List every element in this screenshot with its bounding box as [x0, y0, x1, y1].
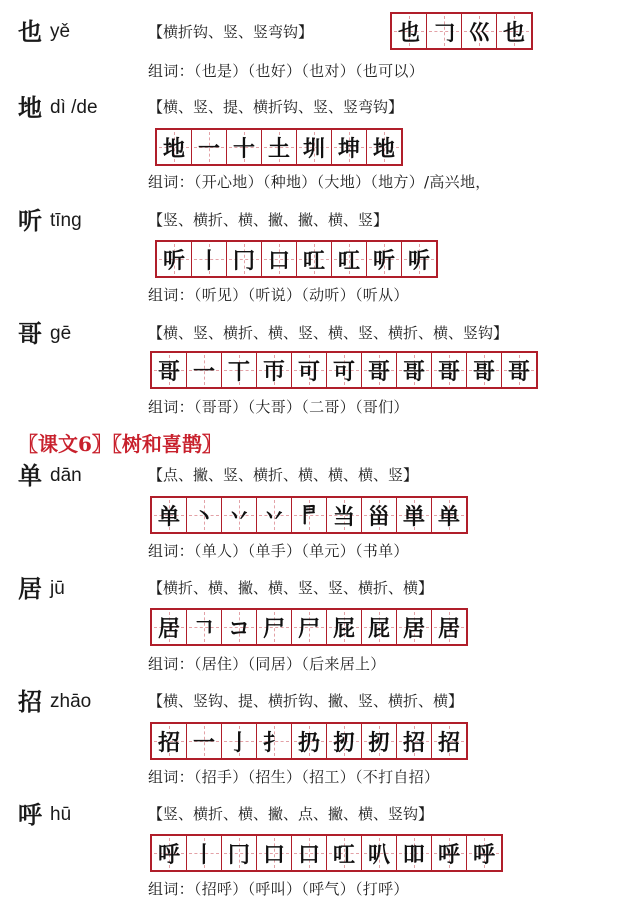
stroke-glyph: 丷	[227, 503, 250, 530]
stroke-cell	[262, 130, 297, 164]
stroke-cell	[432, 836, 467, 870]
stroke-cell	[432, 610, 466, 644]
stroke-cell	[462, 14, 497, 48]
stroke-cell	[262, 242, 297, 276]
entry-words: 组词：（开心地）（种地）（大地）（地方）/高兴地，	[148, 173, 491, 191]
stroke-glyph: 扨	[367, 729, 390, 756]
stroke-glyph: 呼	[472, 841, 495, 868]
stroke-cell	[292, 724, 327, 758]
stroke-glyph: 一	[192, 729, 215, 756]
stroke-glyph: 𠃌	[432, 19, 455, 46]
entry-words: 组词：（招手）（招生）（招工）（不打自招）	[148, 768, 440, 786]
stroke-cell	[152, 724, 187, 758]
stroke-glyph: 口	[297, 841, 320, 868]
stroke-cell	[397, 610, 432, 644]
stroke-glyph: 𠁣	[297, 502, 320, 528]
stroke-glyph: 口	[267, 247, 290, 274]
stroke-cell	[192, 130, 227, 164]
stroke-glyph: 丅	[227, 358, 250, 385]
stroke-glyph: 哥	[507, 358, 530, 385]
stroke-grid	[150, 834, 503, 872]
stroke-glyph: 坤	[337, 135, 360, 162]
stroke-cell	[362, 610, 397, 644]
stroke-grid	[150, 496, 468, 534]
entry-words: 组词：（听见）（听说）（动听）（听从）	[148, 286, 409, 304]
stroke-cell	[157, 130, 192, 164]
lesson-heading: 〖课文6〗〖树和喜鹊〗	[18, 432, 222, 456]
stroke-glyph: 可	[297, 358, 320, 385]
entry-pinyin: jū	[50, 578, 65, 599]
stroke-glyph: 地	[372, 135, 395, 162]
entry-words: 组词：（也是）（也好）（也对）（也可以）	[148, 62, 425, 80]
entry-ye	[0, 0, 640, 90]
stroke-cell	[367, 242, 402, 276]
stroke-cell	[222, 610, 257, 644]
stroke-cell	[467, 353, 502, 387]
stroke-cell	[297, 130, 332, 164]
entry-character: 单	[18, 461, 42, 490]
entry-stroke-order: 【横、竖、提、横折钩、竖、竖弯钩】	[148, 98, 404, 116]
stroke-cell	[187, 353, 222, 387]
stroke-glyph: 叭	[367, 841, 390, 868]
stroke-cell	[222, 498, 257, 532]
entry-pinyin: hū	[50, 804, 72, 825]
stroke-cell	[327, 836, 362, 870]
stroke-cell	[227, 130, 262, 164]
stroke-cell	[332, 130, 367, 164]
stroke-glyph: 哥	[402, 358, 425, 385]
stroke-grid	[155, 128, 403, 166]
entry-character: 也	[18, 17, 42, 46]
stroke-cell	[402, 242, 436, 276]
entry-words: 组词：（居住）（同居）（后来居上）	[148, 655, 386, 673]
stroke-glyph: 圳	[302, 135, 325, 162]
stroke-glyph: 尸	[297, 615, 320, 642]
entry-character: 呼	[18, 800, 42, 829]
stroke-glyph: 哥	[157, 358, 180, 385]
stroke-glyph: 屁	[367, 615, 390, 642]
stroke-cell	[187, 610, 222, 644]
stroke-glyph: 冂	[227, 841, 250, 868]
entry-pinyin: yě	[50, 21, 71, 42]
stroke-cell	[222, 836, 257, 870]
stroke-cell	[292, 836, 327, 870]
stroke-glyph: 扨	[332, 729, 355, 756]
stroke-glyph: 亅	[227, 729, 250, 756]
stroke-glyph: 呼	[437, 841, 460, 868]
stroke-cell	[152, 498, 187, 532]
stroke-cell	[222, 353, 257, 387]
stroke-glyph: 居	[402, 615, 425, 642]
entry-words: 组词：（哥哥）（大哥）（二哥）（哥们）	[148, 398, 409, 416]
stroke-cell	[222, 724, 257, 758]
stroke-glyph: ⼮	[467, 19, 490, 46]
stroke-cell	[502, 353, 536, 387]
stroke-glyph: 叿	[302, 247, 325, 274]
stroke-glyph: 招	[157, 729, 180, 756]
stroke-glyph: 一	[197, 135, 220, 162]
stroke-cell	[327, 353, 362, 387]
stroke-glyph: 叿	[332, 841, 355, 868]
stroke-cell	[362, 836, 397, 870]
stroke-cell	[397, 498, 432, 532]
stroke-grid	[155, 240, 438, 278]
stroke-glyph: 帀	[262, 358, 285, 385]
entry-character: 听	[18, 206, 42, 235]
stroke-cell	[392, 14, 427, 48]
stroke-cell	[327, 724, 362, 758]
stroke-glyph: 听	[372, 247, 395, 274]
entry-words: 组词：（招呼）（呼叫）（呼气）（打呼）	[148, 880, 409, 898]
stroke-grid	[150, 608, 468, 646]
stroke-glyph: 单	[437, 503, 460, 530]
stroke-glyph: 丨	[197, 247, 220, 274]
entry-pinyin: dì /de	[50, 97, 98, 118]
stroke-cell	[362, 724, 397, 758]
stroke-cell	[257, 836, 292, 870]
stroke-glyph: 丷	[262, 503, 285, 530]
stroke-cell	[152, 353, 187, 387]
stroke-glyph: 也	[397, 19, 420, 46]
stroke-cell	[257, 353, 292, 387]
entry-stroke-order: 【竖、横折、横、撇、撇、横、竖】	[148, 211, 389, 229]
stroke-grid	[150, 351, 538, 389]
stroke-cell	[362, 353, 397, 387]
stroke-cell	[292, 353, 327, 387]
stroke-glyph: 当	[332, 503, 355, 530]
stroke-glyph: 居	[157, 615, 180, 642]
stroke-glyph: 丶	[192, 503, 215, 530]
stroke-cell	[362, 498, 397, 532]
entry-stroke-order: 【横、竖钩、提、横折钩、撇、竖、横折、横】	[148, 692, 464, 710]
entry-stroke-order: 【横折、横、撇、横、竖、竖、横折、横】	[148, 579, 434, 597]
stroke-glyph: 单	[157, 503, 180, 530]
stroke-glyph: 口	[262, 841, 285, 868]
stroke-glyph: コ	[227, 615, 250, 642]
stroke-cell	[332, 242, 367, 276]
stroke-cell	[432, 498, 466, 532]
stroke-glyph: 冂	[232, 247, 255, 274]
stroke-glyph: 招	[402, 729, 425, 756]
stroke-cell	[187, 724, 222, 758]
stroke-glyph: 土	[267, 135, 290, 162]
stroke-glyph: 𠃍	[192, 615, 215, 642]
stroke-glyph: 可	[332, 358, 355, 385]
entry-pinyin: zhāo	[50, 691, 92, 712]
stroke-cell	[192, 242, 227, 276]
stroke-cell	[397, 836, 432, 870]
stroke-glyph: 哥	[472, 358, 495, 385]
stroke-glyph: 吅	[402, 841, 425, 868]
stroke-glyph: 扌	[262, 729, 285, 756]
stroke-cell	[152, 836, 187, 870]
stroke-cell	[152, 610, 187, 644]
stroke-glyph: 甾	[367, 503, 390, 530]
stroke-glyph: 一	[192, 358, 215, 385]
stroke-cell	[367, 130, 401, 164]
stroke-grid	[390, 12, 533, 50]
stroke-glyph: 居	[437, 615, 460, 642]
stroke-cell	[292, 498, 327, 532]
stroke-cell	[257, 610, 292, 644]
entry-stroke-order: 【竖、横折、横、撇、点、撇、横、竖钩】	[148, 805, 434, 823]
stroke-glyph: 十	[232, 135, 255, 162]
entry-words: 组词：（单人）（单手）（单元）（书单）	[148, 542, 409, 560]
stroke-cell	[187, 836, 222, 870]
stroke-cell	[257, 724, 292, 758]
stroke-glyph: 呼	[157, 841, 180, 868]
stroke-cell	[187, 498, 222, 532]
stroke-cell	[432, 724, 466, 758]
stroke-glyph: 扔	[297, 729, 320, 756]
stroke-cell	[227, 242, 262, 276]
stroke-cell	[427, 14, 462, 48]
stroke-cell	[432, 353, 467, 387]
stroke-cell	[257, 498, 292, 532]
stroke-glyph: 地	[162, 135, 185, 162]
entry-pinyin: tīng	[50, 210, 82, 231]
stroke-glyph: 招	[437, 729, 460, 756]
stroke-cell	[292, 610, 327, 644]
stroke-glyph: 単	[402, 503, 425, 530]
stroke-cell	[327, 498, 362, 532]
stroke-cell	[397, 353, 432, 387]
entry-pinyin: dān	[50, 465, 82, 486]
entry-character: 地	[18, 93, 42, 122]
stroke-glyph: 听	[407, 247, 430, 274]
entry-stroke-order: 【点、撇、竖、横折、横、横、横、竖】	[148, 466, 419, 484]
entry-character: 哥	[18, 319, 42, 348]
stroke-glyph: 哥	[437, 358, 460, 385]
stroke-cell	[497, 14, 531, 48]
stroke-cell	[297, 242, 332, 276]
stroke-glyph: 听	[162, 247, 185, 274]
entry-pinyin: gē	[50, 323, 72, 344]
stroke-cell	[397, 724, 432, 758]
stroke-glyph: 丨	[192, 841, 215, 868]
entry-stroke-order: 【横、竖、横折、横、竖、横、竖、横折、横、竖钩】	[148, 324, 509, 342]
stroke-glyph: 尸	[262, 615, 285, 642]
entry-character: 居	[18, 574, 42, 603]
entry-character: 招	[18, 687, 42, 716]
stroke-grid	[150, 722, 468, 760]
stroke-glyph: 叿	[337, 247, 360, 274]
stroke-cell	[467, 836, 501, 870]
stroke-glyph: 哥	[367, 358, 390, 385]
stroke-glyph: 屁	[332, 615, 355, 642]
stroke-cell	[157, 242, 192, 276]
stroke-cell	[327, 610, 362, 644]
stroke-glyph: 也	[502, 19, 525, 46]
entry-stroke-order: 【横折钩、竖、竖弯钩】	[148, 23, 314, 41]
